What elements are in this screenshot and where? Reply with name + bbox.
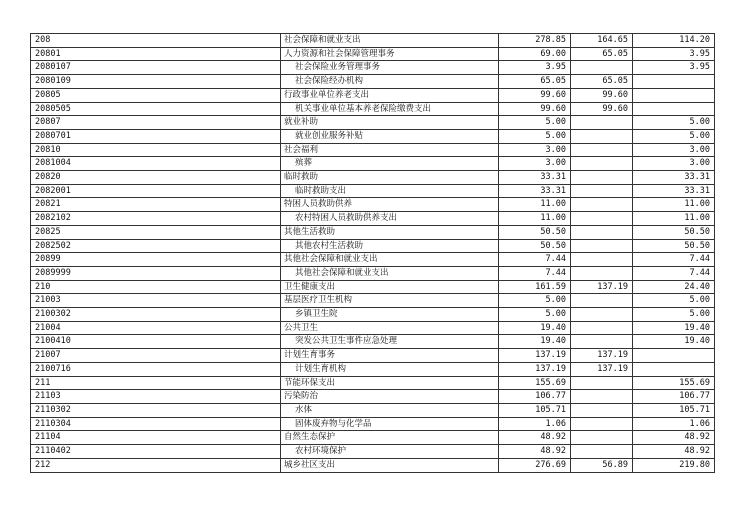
total-amount-cell: 11.00 (499, 198, 571, 212)
basic-expenditure-cell (571, 376, 633, 390)
total-amount-cell: 99.60 (499, 102, 571, 116)
basic-expenditure-cell: 164.65 (571, 34, 633, 48)
project-expenditure-cell: 5.00 (633, 129, 715, 143)
project-expenditure-cell: 11.00 (633, 212, 715, 226)
basic-expenditure-cell (571, 61, 633, 75)
basic-expenditure-cell: 99.60 (571, 102, 633, 116)
table-row (31, 349, 715, 363)
table-row (31, 157, 715, 171)
basic-expenditure-cell (571, 417, 633, 431)
subject-code-cell: 2110302 (31, 403, 281, 417)
subject-name-cell: 临时救助 (281, 171, 499, 185)
total-amount-cell: 5.00 (499, 116, 571, 130)
total-amount-cell: 1.06 (499, 417, 571, 431)
basic-expenditure-cell: 137.19 (571, 280, 633, 294)
subject-code-cell: 20825 (31, 225, 281, 239)
table-row (31, 321, 715, 335)
table-row (31, 184, 715, 198)
subject-code-cell: 21103 (31, 390, 281, 404)
subject-code-cell: 20899 (31, 253, 281, 267)
basic-expenditure-cell (571, 171, 633, 185)
subject-code-cell: 20810 (31, 143, 281, 157)
project-expenditure-cell: 5.00 (633, 308, 715, 322)
subject-name-cell: 其他生活救助 (281, 225, 499, 239)
table-row (31, 390, 715, 404)
subject-code-cell: 2082502 (31, 239, 281, 253)
table-row (31, 129, 715, 143)
project-expenditure-cell (633, 88, 715, 102)
subject-code-cell: 20820 (31, 171, 281, 185)
subject-name-cell: 其他社会保障和就业支出 (281, 253, 499, 267)
basic-expenditure-cell (571, 431, 633, 445)
project-expenditure-cell: 219.80 (633, 458, 715, 472)
project-expenditure-cell: 7.44 (633, 253, 715, 267)
subject-code-cell: 20821 (31, 198, 281, 212)
subject-code-cell: 21003 (31, 294, 281, 308)
table-row (31, 431, 715, 445)
total-amount-cell: 3.95 (499, 61, 571, 75)
table-row (31, 376, 715, 390)
project-expenditure-cell: 19.40 (633, 321, 715, 335)
project-expenditure-cell: 33.31 (633, 184, 715, 198)
total-amount-cell: 137.19 (499, 362, 571, 376)
project-expenditure-cell: 5.00 (633, 116, 715, 130)
total-amount-cell: 105.71 (499, 403, 571, 417)
subject-name-cell: 人力资源和社会保障管理事务 (281, 47, 499, 61)
subject-code-cell: 21104 (31, 431, 281, 445)
project-expenditure-cell: 50.50 (633, 239, 715, 253)
table-row (31, 116, 715, 130)
subject-name-cell: 其他农村生活救助 (281, 239, 499, 253)
total-amount-cell: 137.19 (499, 349, 571, 363)
total-amount-cell: 50.50 (499, 239, 571, 253)
total-amount-cell: 276.69 (499, 458, 571, 472)
project-expenditure-cell: 3.00 (633, 157, 715, 171)
total-amount-cell: 7.44 (499, 253, 571, 267)
table-row (31, 308, 715, 322)
table-row (31, 458, 715, 472)
total-amount-cell: 3.00 (499, 157, 571, 171)
table-row (31, 171, 715, 185)
subject-code-cell: 2082102 (31, 212, 281, 226)
project-expenditure-cell: 48.92 (633, 445, 715, 459)
table-row (31, 102, 715, 116)
subject-code-cell: 2110304 (31, 417, 281, 431)
table-row (31, 445, 715, 459)
subject-name-cell: 突发公共卫生事件应急处理 (281, 335, 499, 349)
table-row (31, 294, 715, 308)
table-row (31, 253, 715, 267)
table-row (31, 34, 715, 48)
total-amount-cell: 155.69 (499, 376, 571, 390)
project-expenditure-cell: 7.44 (633, 266, 715, 280)
project-expenditure-cell: 105.71 (633, 403, 715, 417)
subject-code-cell: 20805 (31, 88, 281, 102)
subject-code-cell: 2081004 (31, 157, 281, 171)
project-expenditure-cell (633, 362, 715, 376)
project-expenditure-cell (633, 75, 715, 89)
basic-expenditure-cell (571, 184, 633, 198)
project-expenditure-cell: 3.95 (633, 61, 715, 75)
subject-name-cell: 乡镇卫生院 (281, 308, 499, 322)
project-expenditure-cell: 19.40 (633, 335, 715, 349)
table-row (31, 88, 715, 102)
subject-code-cell: 2100302 (31, 308, 281, 322)
basic-expenditure-cell: 99.60 (571, 88, 633, 102)
basic-expenditure-cell (571, 266, 633, 280)
subject-name-cell: 节能环保支出 (281, 376, 499, 390)
project-expenditure-cell: 106.77 (633, 390, 715, 404)
basic-expenditure-cell: 137.19 (571, 349, 633, 363)
subject-name-cell: 社会保险经办机构 (281, 75, 499, 89)
basic-expenditure-cell: 65.05 (571, 75, 633, 89)
project-expenditure-cell: 3.95 (633, 47, 715, 61)
subject-name-cell: 社会保障和就业支出 (281, 34, 499, 48)
project-expenditure-cell: 1.06 (633, 417, 715, 431)
subject-name-cell: 污染防治 (281, 390, 499, 404)
basic-expenditure-cell (571, 445, 633, 459)
project-expenditure-cell: 24.40 (633, 280, 715, 294)
total-amount-cell: 5.00 (499, 294, 571, 308)
table-row (31, 280, 715, 294)
project-expenditure-cell: 5.00 (633, 294, 715, 308)
subject-name-cell: 卫生健康支出 (281, 280, 499, 294)
basic-expenditure-cell (571, 225, 633, 239)
subject-name-cell: 临时救助支出 (281, 184, 499, 198)
subject-name-cell: 水体 (281, 403, 499, 417)
basic-expenditure-cell (571, 294, 633, 308)
subject-name-cell: 行政事业单位养老支出 (281, 88, 499, 102)
subject-name-cell: 计划生育事务 (281, 349, 499, 363)
basic-expenditure-cell (571, 143, 633, 157)
subject-code-cell: 20801 (31, 47, 281, 61)
subject-code-cell: 208 (31, 34, 281, 48)
project-expenditure-cell: 3.00 (633, 143, 715, 157)
budget-expenditure-table (30, 33, 715, 473)
subject-code-cell: 21004 (31, 321, 281, 335)
subject-code-cell: 2100410 (31, 335, 281, 349)
subject-code-cell: 2082001 (31, 184, 281, 198)
table-body (31, 34, 715, 473)
table-row (31, 75, 715, 89)
subject-name-cell: 殡葬 (281, 157, 499, 171)
subject-code-cell: 2089999 (31, 266, 281, 280)
table-row (31, 198, 715, 212)
basic-expenditure-cell (571, 253, 633, 267)
total-amount-cell: 48.92 (499, 445, 571, 459)
table-row (31, 143, 715, 157)
basic-expenditure-cell (571, 335, 633, 349)
table-row (31, 362, 715, 376)
total-amount-cell: 69.00 (499, 47, 571, 61)
table-row (31, 47, 715, 61)
subject-name-cell: 公共卫生 (281, 321, 499, 335)
total-amount-cell: 48.92 (499, 431, 571, 445)
project-expenditure-cell: 155.69 (633, 376, 715, 390)
total-amount-cell: 33.31 (499, 171, 571, 185)
subject-name-cell: 其他社会保障和就业支出 (281, 266, 499, 280)
subject-code-cell: 2080107 (31, 61, 281, 75)
basic-expenditure-cell (571, 321, 633, 335)
project-expenditure-cell (633, 349, 715, 363)
total-amount-cell: 11.00 (499, 212, 571, 226)
total-amount-cell: 5.00 (499, 308, 571, 322)
subject-code-cell: 20807 (31, 116, 281, 130)
basic-expenditure-cell (571, 129, 633, 143)
subject-code-cell: 21007 (31, 349, 281, 363)
table-row (31, 239, 715, 253)
total-amount-cell: 50.50 (499, 225, 571, 239)
project-expenditure-cell (633, 102, 715, 116)
project-expenditure-cell: 48.92 (633, 431, 715, 445)
subject-code-cell: 2100716 (31, 362, 281, 376)
basic-expenditure-cell: 65.05 (571, 47, 633, 61)
total-amount-cell: 19.40 (499, 335, 571, 349)
total-amount-cell: 7.44 (499, 266, 571, 280)
total-amount-cell: 106.77 (499, 390, 571, 404)
basic-expenditure-cell (571, 116, 633, 130)
project-expenditure-cell: 11.00 (633, 198, 715, 212)
basic-expenditure-cell (571, 157, 633, 171)
basic-expenditure-cell (571, 239, 633, 253)
basic-expenditure-cell (571, 403, 633, 417)
subject-name-cell: 就业创业服务补贴 (281, 129, 499, 143)
table-row (31, 225, 715, 239)
basic-expenditure-cell (571, 212, 633, 226)
subject-code-cell: 210 (31, 280, 281, 294)
subject-name-cell: 就业补助 (281, 116, 499, 130)
total-amount-cell: 5.00 (499, 129, 571, 143)
subject-name-cell: 社会福利 (281, 143, 499, 157)
subject-code-cell: 2080701 (31, 129, 281, 143)
subject-code-cell: 212 (31, 458, 281, 472)
total-amount-cell: 99.60 (499, 88, 571, 102)
table-row (31, 403, 715, 417)
subject-code-cell: 2110402 (31, 445, 281, 459)
subject-name-cell: 基层医疗卫生机构 (281, 294, 499, 308)
subject-name-cell: 农村特困人员救助供养支出 (281, 212, 499, 226)
subject-name-cell: 自然生态保护 (281, 431, 499, 445)
basic-expenditure-cell: 137.19 (571, 362, 633, 376)
subject-code-cell: 2080505 (31, 102, 281, 116)
total-amount-cell: 3.00 (499, 143, 571, 157)
basic-expenditure-cell (571, 390, 633, 404)
project-expenditure-cell: 114.20 (633, 34, 715, 48)
subject-name-cell: 城乡社区支出 (281, 458, 499, 472)
subject-code-cell: 2080109 (31, 75, 281, 89)
table-row (31, 417, 715, 431)
subject-name-cell: 社会保险业务管理事务 (281, 61, 499, 75)
table-row (31, 266, 715, 280)
table-row (31, 335, 715, 349)
total-amount-cell: 33.31 (499, 184, 571, 198)
subject-name-cell: 固体废弃物与化学品 (281, 417, 499, 431)
basic-expenditure-cell (571, 308, 633, 322)
basic-expenditure-cell: 56.89 (571, 458, 633, 472)
table-row (31, 212, 715, 226)
subject-name-cell: 农村环境保护 (281, 445, 499, 459)
total-amount-cell: 161.59 (499, 280, 571, 294)
project-expenditure-cell: 50.50 (633, 225, 715, 239)
subject-name-cell: 计划生育机构 (281, 362, 499, 376)
subject-code-cell: 211 (31, 376, 281, 390)
total-amount-cell: 65.05 (499, 75, 571, 89)
subject-name-cell: 机关事业单位基本养老保险缴费支出 (281, 102, 499, 116)
project-expenditure-cell: 33.31 (633, 171, 715, 185)
total-amount-cell: 19.40 (499, 321, 571, 335)
basic-expenditure-cell (571, 198, 633, 212)
total-amount-cell: 278.85 (499, 34, 571, 48)
table-row (31, 61, 715, 75)
subject-name-cell: 特困人员救助供养 (281, 198, 499, 212)
